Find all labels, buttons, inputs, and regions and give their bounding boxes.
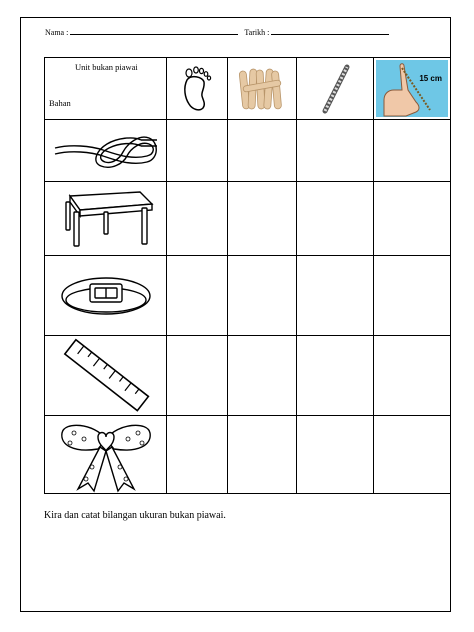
table-row [45,182,451,256]
answer-cell[interactable] [228,336,297,416]
worksheet-header [45,28,389,37]
answer-cell[interactable] [228,182,297,256]
unit-cell-footprint [167,58,228,120]
item-cell-knot [45,120,167,182]
name-field-line[interactable] [70,28,238,35]
unit-cell-sticks [228,58,297,120]
answer-cell[interactable] [228,416,297,494]
knot-rope-icon [51,126,161,176]
unit-cell-rope [297,58,374,120]
answer-cell[interactable] [297,416,374,494]
answer-cell[interactable] [374,256,451,336]
rope-strand-icon [315,63,355,115]
measurement-table [44,57,451,494]
header-item-label: Bahan [49,98,71,108]
answer-cell[interactable] [167,256,228,336]
answer-cell[interactable] [374,120,451,182]
answer-cell[interactable] [167,416,228,494]
belt-icon [56,266,156,326]
date-label: Tarikh : [244,28,270,37]
answer-cell[interactable] [167,336,228,416]
answer-cell[interactable] [374,336,451,416]
date-field-line[interactable] [271,28,389,35]
table-row [45,416,451,494]
unit-cell-span [374,58,451,120]
answer-cell[interactable] [167,182,228,256]
item-cell-belt [45,256,167,336]
answer-cell[interactable] [167,120,228,182]
table-row [45,336,451,416]
name-label: Nama : [45,28,69,37]
answer-cell[interactable] [228,120,297,182]
answer-cell[interactable] [374,182,451,256]
item-cell-ruler [45,336,167,416]
answer-cell[interactable] [297,256,374,336]
answer-cell[interactable] [297,182,374,256]
instruction-text: Kira dan catat bilangan ukuran bukan piawai. [44,510,226,521]
header-unit-label: Unit bukan piawai [75,62,138,72]
answer-cell[interactable] [374,416,451,494]
item-cell-bow [45,416,167,494]
answer-cell[interactable] [228,256,297,336]
answer-cell[interactable] [297,120,374,182]
item-cell-table [45,182,167,256]
answer-cell[interactable] [297,336,374,416]
ruler-icon [56,338,156,414]
hand-icon [376,60,448,118]
table-row [45,120,451,182]
table-icon [56,188,156,250]
header-row [45,58,451,120]
span-length-label: 15 cm [419,74,442,83]
footprint-icon [177,62,217,116]
finger-span-icon [376,60,448,117]
ice-cream-sticks-icon [237,65,287,113]
table-row [45,256,451,336]
header-cell [45,58,167,120]
ribbon-bow-icon [54,417,158,493]
